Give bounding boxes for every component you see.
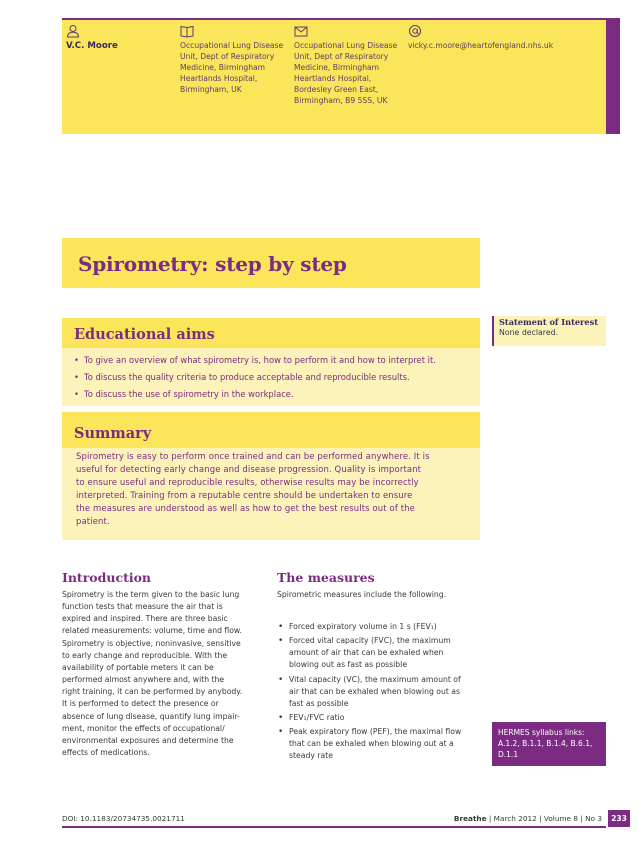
hermes-line: D.1.1 — [498, 750, 519, 759]
affiliation-line: Unit, Dept of Respiratory — [180, 52, 275, 61]
text-line: related measurements: volume, time and flow. — [62, 626, 242, 636]
list-item-line: • Vital capacity (VC), the maximum amount of — [289, 674, 461, 684]
at-sign-icon — [408, 24, 422, 38]
affiliation-column — [180, 24, 292, 95]
summary-title: Summary — [74, 425, 152, 442]
list-item-line: fast as possible — [289, 698, 349, 708]
affiliation-line: Occupational Lung Disease — [180, 41, 284, 50]
address-line: Heartlands Hospital, — [294, 74, 372, 83]
measures-heading: The measures — [277, 570, 375, 585]
text-line: effects of medications. — [62, 748, 150, 758]
statement-of-interest-title: Statement of Interest — [499, 317, 598, 327]
list-item-line: • FEV₁/FVC ratio — [289, 712, 345, 722]
affiliation-line: Heartlands Hospital, — [180, 74, 258, 83]
list-item-line: • Peak expiratory flow (PEF), the maximal flow — [289, 727, 462, 737]
list-item-line: blowing out as fast as possible — [289, 660, 408, 670]
statement-of-interest — [492, 316, 606, 346]
address-line: Bordesley Green East, — [294, 85, 379, 94]
list-item-line: air that can be exhaled when blowing out as — [289, 686, 461, 696]
educational-aims-list — [74, 352, 478, 403]
author-name: V.C. Moore — [66, 41, 118, 51]
affiliation-line: Birmingham, UK — [180, 85, 242, 94]
introduction-heading: Introduction — [62, 570, 152, 585]
journal-name: Breathe — [453, 814, 487, 823]
text-line: absence of lung disease, quantify lung impair- — [62, 711, 240, 721]
text-line: to early change and reproducible. With the — [62, 650, 228, 660]
person-icon — [66, 24, 80, 38]
hermes-line: A.1.2, B.1.1, B.1.4, B.6.1, — [498, 739, 593, 748]
text-line: ment, monitor the effects of occupational/ — [62, 723, 225, 733]
text-line: availability of portable meters it can be — [62, 662, 214, 672]
list-item: • To discuss the use of spirometry in the workplace. — [74, 386, 478, 403]
text-line: function tests that measure the air that is — [62, 602, 223, 612]
educational-aims-title: Educational aims — [74, 326, 215, 343]
address-line: Medicine, Birmingham — [294, 63, 380, 72]
list-item-line: steady rate — [289, 751, 333, 761]
summary-line: Spirometry is easy to perform once trained and can be performed anywhere. It is — [76, 452, 430, 462]
postal-address-column — [294, 24, 404, 106]
journal-citation — [454, 814, 602, 823]
summary-line: the measures are understood as well as how to get the best results out of the — [76, 504, 415, 514]
statement-of-interest-text: None declared. — [499, 328, 559, 337]
introduction-text — [62, 589, 267, 759]
measures-list — [277, 621, 487, 764]
footer-rule — [62, 826, 606, 828]
page-number: 233 — [608, 810, 630, 827]
text-line: expired and inspired. There are three basic — [62, 614, 228, 624]
affiliation-line: Medicine, Birmingham — [180, 63, 266, 72]
measures-intro: Spirometric measures include the following. — [277, 590, 447, 599]
list-item: • To discuss the quality criteria to produce acceptable and reproducible results. — [74, 369, 478, 386]
hermes-line: HERMES syllabus links: — [498, 728, 585, 737]
list-item-line: that can be exhaled when blowing out at a — [289, 739, 454, 749]
email-column — [408, 24, 618, 51]
list-item: • To give an overview of what spirometry is, how to perform it and how to interpret it. — [74, 352, 478, 369]
author-column — [66, 24, 118, 52]
page-title: Spirometry: step by step — [78, 252, 347, 276]
list-item — [277, 726, 487, 762]
list-item — [277, 635, 487, 671]
list-item — [277, 621, 487, 633]
email-link[interactable]: vicky.c.moore@heartofengland.nhs.uk — [408, 41, 554, 50]
doi-text[interactable]: DOI: 10.1183/20734735.0021711 — [62, 814, 185, 823]
text-line: performed almost anywhere and, with the — [62, 675, 225, 685]
summary-line: patient. — [76, 517, 110, 527]
list-item-line: • Forced expiratory volume in 1 s (FEV₁) — [289, 622, 437, 631]
address-line: Occupational Lung Disease — [294, 41, 398, 50]
list-item-line: amount of air that can be exhaled when — [289, 648, 444, 658]
address-line: Birmingham, B9 5SS, UK — [294, 96, 388, 105]
text-line: It is performed to detect the presence or — [62, 699, 219, 709]
summary-line: useful for detecting early change and disease progression. Quality is important — [76, 465, 422, 475]
journal-issue: | March 2012 | Volume 8 | No 3 — [486, 814, 602, 823]
list-item — [277, 712, 487, 724]
text-line: right training, it can be performed by anybody. — [62, 687, 243, 697]
list-item-line: • Forced vital capacity (FVC), the maximum — [289, 636, 451, 646]
address-line: Unit, Dept of Respiratory — [294, 52, 389, 61]
list-item — [277, 674, 487, 710]
summary-line: interpreted. Training from a reputable centre should be undertaken to ensure — [76, 491, 413, 501]
text-line: Spirometry is the term given to the basic lung — [62, 590, 240, 599]
book-icon — [180, 24, 194, 38]
hermes-syllabus-box — [492, 722, 606, 766]
text-line: Spirometry is objective, noninvasive, sensitive — [62, 638, 241, 648]
summary-line: to ensure useful and reproducible results, otherwise results may be incorrectly — [76, 478, 419, 488]
text-line: environmental exposures and determine the — [62, 735, 234, 745]
envelope-icon — [294, 24, 308, 38]
summary-text — [76, 451, 474, 529]
